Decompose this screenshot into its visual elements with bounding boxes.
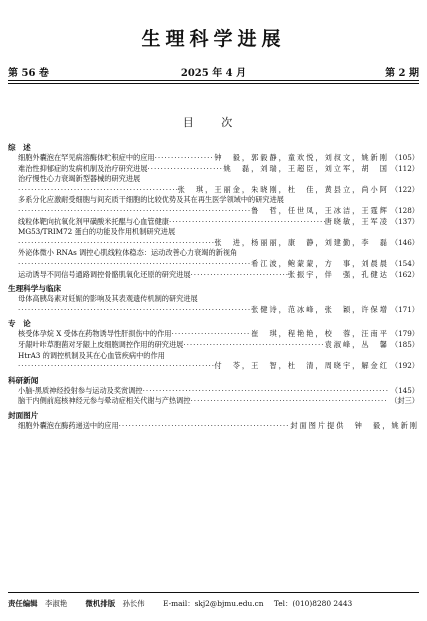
entry-page[interactable]: （封三）	[390, 396, 419, 406]
toc-entry[interactable]	[8, 396, 419, 407]
header-rule-thick	[8, 80, 419, 81]
entry-title[interactable]: 难治性抑郁症的发病机制及治疗研究进展	[18, 163, 148, 173]
entry-page[interactable]: （122）	[390, 184, 419, 194]
entry-authors: 封面图片提供 钟 毅，姚新刚	[290, 420, 419, 430]
leader-dots	[191, 270, 288, 281]
entry-authors: 钟 毅，郭毅静，童欢悦，刘叔文，姚新刚	[214, 153, 389, 162]
leader-dots	[119, 421, 291, 432]
issue-date: 2025 年 4 月	[180, 68, 247, 79]
entry-title[interactable]: 小脑-黑质神经投射参与运动及奖赏调控	[18, 385, 143, 395]
toc-entry[interactable]	[8, 270, 419, 281]
entry-authors: 唐晓敏，王军凌	[324, 216, 389, 226]
leader-dots	[18, 206, 251, 217]
toc-entry[interactable]	[8, 421, 419, 432]
entry-title-line[interactable]: 外泌体微小 RNAs 调控心肌线粒体稳态：运动改善心力衰竭的新视角	[18, 248, 238, 258]
entry-page[interactable]: （179）	[390, 329, 419, 339]
entry-page[interactable]: （171）	[390, 304, 419, 314]
entry-page[interactable]: （128）	[390, 205, 419, 215]
entry-authors-row	[8, 206, 419, 217]
entry-title[interactable]: 细胞外囊泡在罕见病溶酶体贮积症中的应用	[18, 153, 155, 162]
entry-title[interactable]: 细胞外囊泡在酶药递送中的应用	[18, 420, 119, 430]
entry-authors-row	[8, 259, 419, 270]
section-heading: 科研新闻	[8, 375, 39, 385]
entry-page[interactable]: （145）	[390, 385, 419, 395]
entry-authors-row	[8, 238, 419, 249]
toc-entry[interactable]	[8, 217, 419, 228]
leader-dots	[171, 329, 251, 340]
entry-title-line[interactable]: 母体高胰岛素对妊娠的影响及其表观遗传机制的研究进展	[18, 294, 198, 304]
toc-entry[interactable]	[8, 340, 419, 351]
entry-page[interactable]: （146）	[390, 237, 419, 247]
leader-dots	[18, 185, 178, 196]
section-heading: 生理科学与临床	[8, 284, 62, 294]
entry-authors: 袁淑峰，丛 馨	[324, 339, 389, 349]
leader-dots	[155, 153, 215, 164]
entry-page[interactable]: （112）	[390, 163, 419, 173]
issue-number: 第 2 期	[385, 68, 419, 79]
entry-page[interactable]: （137）	[390, 216, 419, 226]
entry-page[interactable]: （162）	[390, 269, 419, 279]
entry-authors-row	[8, 305, 419, 316]
leader-dots	[183, 340, 324, 351]
entry-authors-row	[8, 361, 419, 372]
toc-entry[interactable]	[8, 164, 419, 175]
toc-entry[interactable]	[8, 153, 419, 164]
entry-authors: 希江波，鲍蒙蒙，方 事，刘晨晨	[251, 258, 389, 268]
section-heading: 封面图片	[8, 410, 39, 420]
entry-page[interactable]: （105）	[390, 153, 419, 162]
section-heading: 综 述	[8, 143, 31, 152]
issue-info-bar	[8, 64, 419, 78]
contact-phone: Tel：(010)8280 2443	[273, 599, 353, 608]
entry-authors: 张 进，杨丽丽，康 静，刘建勤，李 磊	[214, 237, 389, 247]
entry-authors: 张 琪，王丽金，朱晓刚，杜 佳，黄县立，尚小阿	[177, 184, 389, 194]
entry-authors: 崔 琪，程艳艳，校 蓉，汪南平	[251, 329, 389, 339]
leader-dots	[147, 164, 223, 175]
leader-dots	[18, 305, 251, 316]
footer	[8, 598, 419, 609]
entry-authors: 张健诗，范冰峰，张 颖，许保增	[251, 304, 389, 314]
entry-title[interactable]: 核受体孕烷 X 受体在药物诱导性肝损伤中的作用	[18, 329, 172, 339]
entry-authors-row	[8, 185, 419, 196]
editor-name: 李淑艳	[44, 599, 68, 608]
leader-dots	[169, 217, 325, 228]
table-of-contents	[8, 142, 419, 431]
leader-dots	[191, 396, 389, 407]
journal-title: 生理科学进展	[141, 28, 286, 50]
entry-authors: 付 苓，王 智，杜 清，周晓宇，解金红	[214, 361, 389, 371]
entry-title[interactable]: 牙龈叶咔草胞菌对牙龈上皮细胞调控作用的研究进展	[18, 339, 184, 349]
entry-title[interactable]: 线粒体靶向抗氧化剂甲磺酸米托醌与心血管健康	[18, 216, 169, 226]
leader-dots	[18, 259, 251, 270]
section-heading: 专 论	[8, 319, 31, 329]
entry-authors: 姚 磊，刘瑞，王超臣，刘立军，胡 国	[223, 163, 389, 173]
entry-page[interactable]: （192）	[390, 361, 419, 371]
entry-page[interactable]: （185）	[390, 339, 419, 349]
toc-entry[interactable]	[8, 386, 419, 397]
footer-rule	[8, 592, 419, 593]
contents-heading: 目 次	[182, 116, 245, 129]
header-rule-thin	[8, 83, 419, 84]
toc-entry[interactable]	[8, 329, 419, 340]
entry-title[interactable]: 运动诱导不同信号通路调控骨骼肌氧化还原的研究进展	[18, 269, 191, 279]
entry-title-line[interactable]: 多系分化应激耐受细胞与间充质干细胞的比较优势及其在再生医学领域中的研究进展	[18, 195, 284, 205]
contact-email[interactable]: E-mail：skj2@bjmu.edu.cn	[163, 599, 264, 608]
editor-label: 责任编辑	[8, 599, 38, 608]
entry-authors: 鲁 哲，任世凤，王冰洁，王霆辉	[251, 205, 389, 215]
entry-authors: 张振宇，伴 强，孔健达	[287, 269, 389, 279]
entry-title-line[interactable]: HtrA3 的调控机制及其在心血管疾病中的作用	[18, 350, 165, 360]
layout-label: 微机排版	[85, 599, 116, 608]
volume-label: 第 56 卷	[8, 68, 49, 79]
leader-dots	[143, 386, 389, 397]
entry-page[interactable]: （154）	[390, 258, 419, 268]
layout-name: 孙长伟	[122, 599, 145, 608]
entry-title[interactable]: 脑干内侧前庭核神经元参与晕动症相关代谢与产热调控	[18, 396, 191, 406]
entry-title-line[interactable]: MG53/TRIM72 蛋白的功能及作用机制研究进展	[18, 227, 176, 237]
entry-title-line[interactable]: 治疗慢性心力衰竭新型器械的研究进展	[18, 174, 141, 184]
leader-dots	[18, 238, 214, 249]
leader-dots	[18, 361, 214, 372]
